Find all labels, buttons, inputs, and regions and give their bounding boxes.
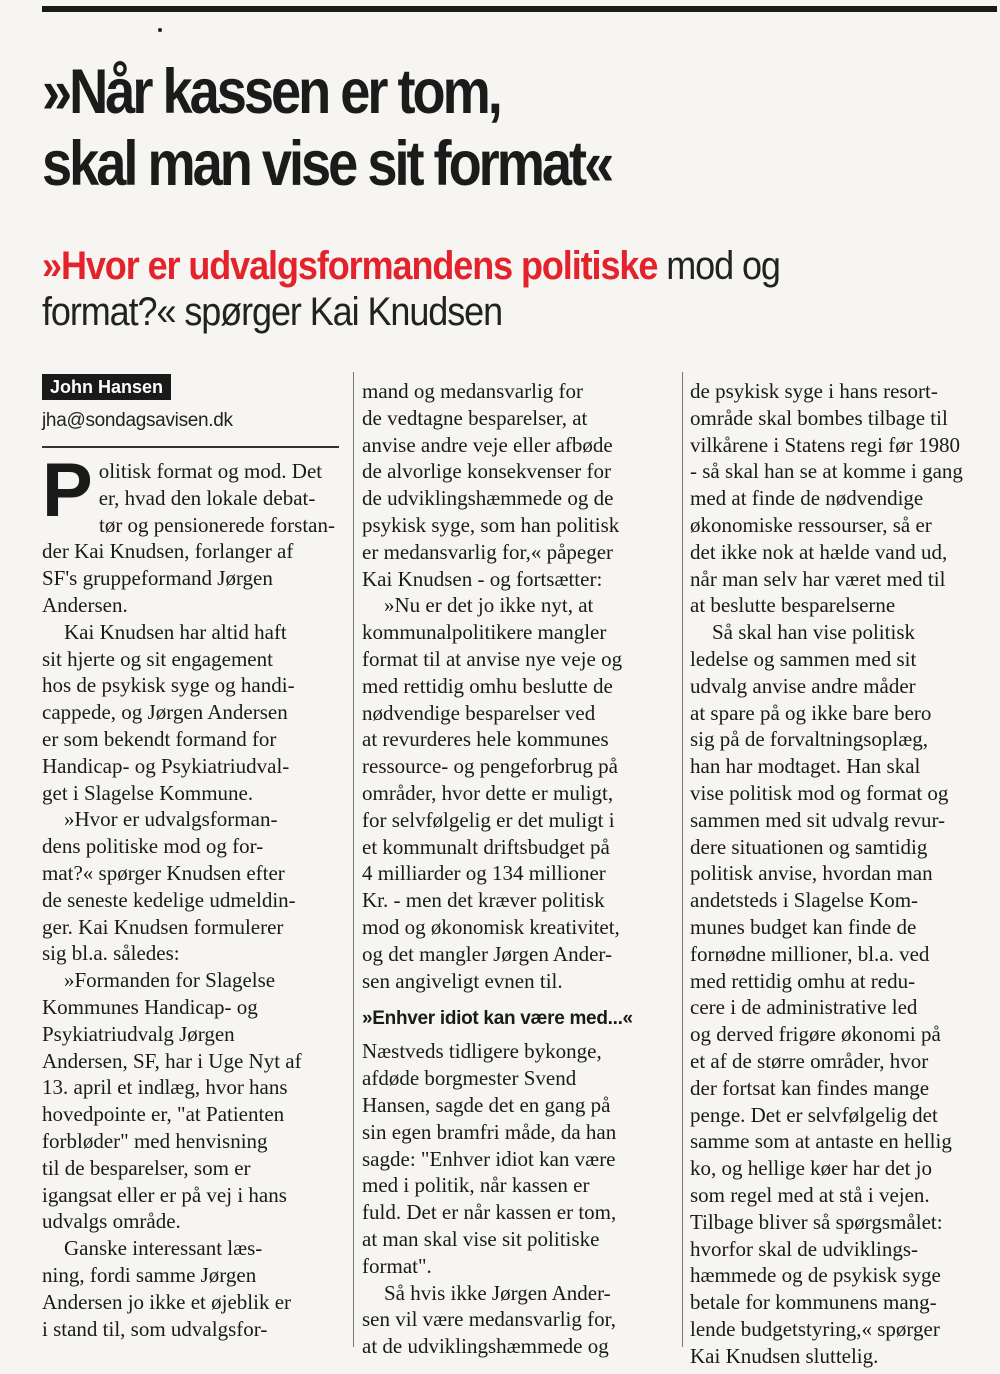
article-line: at beslutte besparelserne (690, 593, 896, 618)
article-line: at spare på og ikke bare bero (690, 700, 932, 725)
article-line: økonomiske ressourser, så er (690, 512, 932, 537)
article-column-1 (42, 448, 342, 1342)
article-line: Psykiatriudvalg Jørgen (42, 1021, 235, 1046)
article-line: og det mangler Jørgen Ander- (362, 941, 612, 966)
article-column-3 (690, 378, 990, 1369)
article-line: de alvorlige konsekvenser for (362, 459, 611, 484)
article-line: cere i de administrative led (690, 995, 918, 1020)
article-line: fuld. Det er når kassen er tom, (362, 1200, 617, 1225)
article-line: som regel med at stå i vejen. (690, 1182, 930, 1207)
article-line: til de besparelser, som er (42, 1155, 251, 1180)
article-line: sammen med sit udvalg revur- (690, 807, 946, 832)
article-line: forbløder" med henvisning (42, 1128, 268, 1153)
article-line: Tilbage bliver så spørgsmålet: (690, 1209, 943, 1234)
article-line: Andersen, SF, har i Uge Nyt af (42, 1048, 302, 1073)
article-line: Handicap- og Psykiatriudval- (42, 753, 290, 778)
article-line: anvise andre veje eller afbøde (362, 432, 613, 457)
article-line: Kai Knudsen sluttelig. (690, 1343, 879, 1368)
article-line: tør og pensionerede forstan- (98, 512, 335, 537)
article-line: sit hjerte og sit engagement (42, 646, 273, 671)
article-line: med i politik, når kassen er (362, 1173, 590, 1198)
article-line: psykisk syge, som han politisk (362, 512, 620, 537)
article-line: og derved frigøre økonomi på (690, 1022, 941, 1047)
article-line: med at finde de nødvendige (690, 486, 924, 511)
article-line: »Nu er det jo ikke nyt, at (384, 593, 594, 618)
article-line: Hansen, sagde det en gang på (362, 1092, 611, 1117)
column-divider-2 (682, 372, 683, 1347)
article-line: ning, fordi samme Jørgen (42, 1262, 257, 1287)
article-line: 4 milliarder og 134 millioner (362, 861, 606, 886)
article-line: sig bl.a. således: (42, 941, 180, 966)
article-line: de seneste kedelige udmeldin- (42, 887, 296, 912)
byline-email: jha@sondagsavisen.dk (42, 410, 233, 431)
article-line: der Kai Knudsen, forlanger af (42, 539, 294, 564)
article-line: Kr. - men det kræver politisk (362, 888, 605, 913)
article-line: der fortsat kan findes mange (690, 1075, 930, 1100)
article-line: »Hvor er udvalgsforman- (64, 807, 278, 832)
article-line: det ikke nok at hælde vand ud, (690, 539, 948, 564)
article-line: ressource- og pengeforbrug på (362, 754, 618, 779)
print-speck (158, 28, 162, 32)
article-line: samme som at antaste en hellig (690, 1129, 952, 1154)
article-line: ledelse og sammen med sit (690, 646, 917, 671)
article-line: lende budgetstyring,« spørger (690, 1316, 940, 1341)
article-column-2 (362, 378, 662, 1360)
article-line: er som bekendt formand for (42, 726, 277, 751)
article-line: hvorfor skal de udviklings- (690, 1236, 919, 1261)
subheadline (42, 243, 852, 335)
article-line: er, hvad den lokale debat- (98, 485, 316, 510)
article-line: - så skal han se at komme i gang (690, 459, 963, 484)
article-line: med rettidig omhu beslutte de (362, 673, 613, 698)
article-line: kommunalpolitikere mangler (362, 620, 607, 645)
article-line: udvalgs område. (42, 1209, 181, 1234)
article-line: sig på de forvaltningsoplæg, (690, 727, 928, 752)
article-line: sin egen bramfri måde, da han (362, 1119, 617, 1144)
byline-name: John Hansen (42, 374, 171, 400)
article-line: politisk anvise, hvordan man (690, 861, 933, 886)
article-line: vise politisk mod og format og (690, 780, 949, 805)
article-line: dere situationen og samtidig (690, 834, 928, 859)
article-line: cappede, og Jørgen Andersen (42, 700, 288, 725)
article-line: ko, og hellige køer har det jo (690, 1156, 933, 1181)
article-line: betale for kommunens mang- (690, 1290, 937, 1315)
article-line: Så hvis ikke Jørgen Ander- (384, 1280, 611, 1305)
top-rule (42, 6, 997, 12)
article-line: de udviklingshæmmede og de (362, 486, 614, 511)
article-line: de vedtagne besparelser, at (362, 405, 588, 430)
article-line: Kai Knudsen - og fortsætter: (362, 566, 603, 591)
article-line: mat?« spørger Knudsen efter (42, 860, 285, 885)
article-line: at de udviklingshæmmede og (362, 1334, 609, 1359)
article-line: hovedpointe er, "at Patienten (42, 1102, 285, 1127)
article-line: andetsteds i Slagelse Kom- (690, 888, 919, 913)
article-line: et kommunalt driftsbudget på (362, 834, 610, 859)
article-line: 13. april et indlæg, hvor hans (42, 1075, 288, 1100)
article-line: Kommunes Handicap- og (42, 994, 258, 1019)
article-line: igangsat eller er på vej i hans (42, 1182, 287, 1207)
article-line: SF's gruppeformand Jørgen (42, 566, 273, 591)
article-line: at man skal vise sit politiske (362, 1226, 600, 1251)
article-line: format til at anvise nye veje og (362, 646, 623, 671)
column-divider-1 (353, 372, 354, 1347)
article-line: get i Slagelse Kommune. (42, 780, 254, 805)
article-line: Andersen. (42, 592, 128, 617)
article-line: med rettidig omhu at redu- (690, 968, 916, 993)
article-line: når man selv har været med til (690, 566, 946, 591)
article-line: Andersen jo ikke et øjeblik er (42, 1289, 292, 1314)
headline (42, 56, 850, 200)
article-line: mand og medansvarlig for (362, 379, 584, 403)
article-line: områder, hvor dette er muligt, (362, 780, 614, 805)
headline-line-2: skal man vise sit format« (42, 129, 612, 199)
article-line: Næstveds tidligere bykonge, (362, 1039, 602, 1064)
article-line: hos de psykisk syge og handi- (42, 673, 295, 698)
article-line: de psykisk syge i hans resort- (690, 379, 938, 403)
article-line: område skal bombes tilbage til (690, 405, 948, 430)
article-line: mod og økonomisk kreativitet, (362, 914, 620, 939)
headline-line-1: »Når kassen er tom, (42, 57, 500, 127)
drop-cap: P (42, 448, 93, 533)
article-line: ger. Kai Knudsen formulerer (42, 914, 284, 939)
article-line: er medansvarlig for,« påpeger (362, 539, 614, 564)
article-line: »Formanden for Slagelse (64, 968, 276, 993)
article-line: Kai Knudsen har altid haft (64, 619, 287, 644)
article-line: munes budget kan finde de (690, 914, 917, 939)
article-line: fornødne millioner, bl.a. ved (690, 941, 930, 966)
article-line: et af de større områder, hvor (690, 1048, 929, 1073)
subheadline-text-2: format?« spørger Kai Knudsen (42, 290, 503, 334)
article-line: i stand til, som udvalgsfor- (42, 1316, 268, 1341)
article-line: olitisk format og mod. Det (98, 459, 323, 483)
article-line: nødvendige besparelser ved (362, 700, 596, 725)
article-line: penge. Det er selvfølgelig det (690, 1102, 938, 1127)
article-line: dens politiske mod og for- (42, 834, 264, 859)
article-line: udvalg anvise andre måder (690, 673, 916, 698)
subheadline-text-1: mod og (657, 244, 780, 288)
article-line: sen vil være medansvarlig for, (362, 1307, 617, 1332)
subheadline-highlight: »Hvor er udvalgsformandens politiske (42, 244, 658, 288)
article-line: at revurderes hele kommunes (362, 727, 609, 752)
article-line: afdøde borgmester Svend (362, 1066, 577, 1091)
article-line: hæmmede og de psykisk syge (690, 1263, 941, 1288)
article-line: Ganske interessant læs- (64, 1236, 263, 1261)
article-line: format". (362, 1253, 432, 1278)
article-line: sen angiveligt evnen til. (362, 968, 563, 993)
article-line: Så skal han vise politisk (712, 620, 915, 645)
crosshead: »Enhver idiot kan være med...« (362, 1008, 633, 1030)
article-line: han har modtaget. Han skal (690, 754, 921, 779)
article-line: vilkårene i Statens regi før 1980 (690, 432, 961, 457)
article-line: for selvfølgelig er det muligt i (362, 807, 615, 832)
article-line: sagde: "Enhver idiot kan være (362, 1146, 616, 1171)
